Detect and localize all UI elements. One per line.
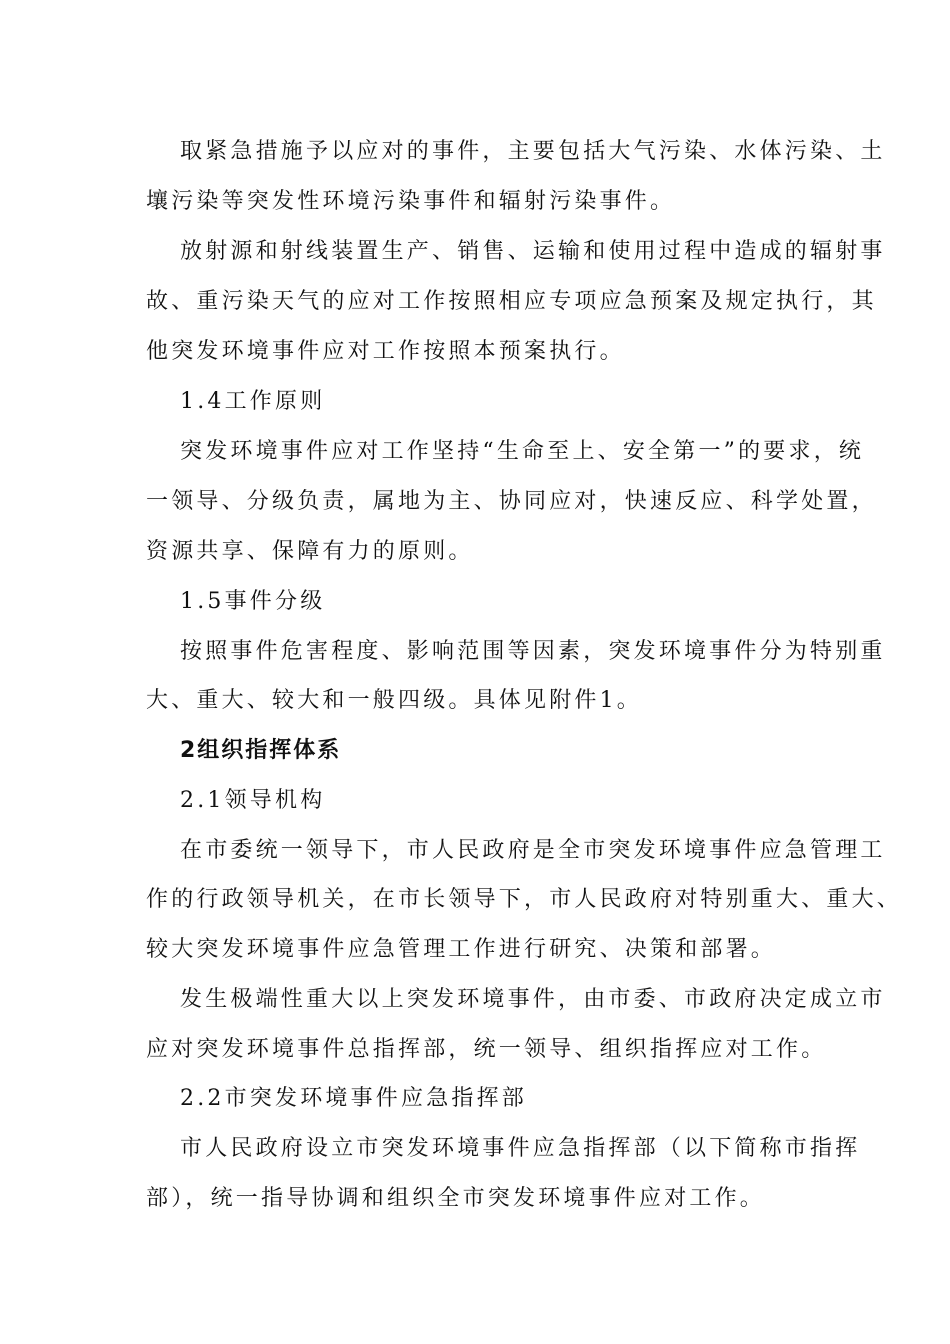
paragraph-line: 壤污染等突发性环境污染事件和辐射污染事件。 (146, 189, 676, 214)
paragraph-line: 突发环境事件应对工作坚持“生命至上、安全第一”的要求，统 (180, 439, 865, 464)
paragraph-line: 作的行政领导机关，在市长领导下，市人民政府对特别重大、重大、 (146, 887, 903, 912)
paragraph-line: 一领导、分级负责，属地为主、协同应对，快速反应、科学处置， (146, 489, 877, 514)
paragraph-line: 按照事件危害程度、影响范围等因素，突发环境事件分为特别重 (180, 639, 886, 664)
paragraph-line: 他突发环境事件应对工作按照本预案执行。 (146, 339, 625, 364)
section-heading-1-5: 1.5事件分级 (180, 589, 326, 614)
paragraph-line: 大、重大、较大和一般四级。具体见附件1。 (146, 688, 642, 713)
paragraph-line: 故、重污染天气的应对工作按照相应专项应急预案及规定执行，其 (146, 289, 877, 314)
paragraph-line: 部），统一指导协调和组织全市突发环境事件应对工作。 (146, 1186, 766, 1211)
paragraph-line: 在市委统一领导下，市人民政府是全市突发环境事件应急管理工 (180, 838, 886, 863)
paragraph-line: 发生极端性重大以上突发环境事件，由市委、市政府决定成立市 (180, 987, 886, 1012)
paragraph-line: 较大突发环境事件应急管理工作进行研究、决策和部署。 (146, 937, 777, 962)
paragraph-line: 资源共享、保障有力的原则。 (146, 539, 474, 564)
section-heading-2-1: 2.1领导机构 (180, 788, 326, 813)
section-heading-1-4: 1.4工作原则 (180, 389, 326, 414)
chapter-heading-2: 2组织指挥体系 (180, 738, 342, 763)
section-heading-2-2: 2.2市突发环境事件应急指挥部 (180, 1086, 527, 1111)
paragraph-line: 应对突发环境事件总指挥部，统一领导、组织指挥应对工作。 (146, 1037, 827, 1062)
paragraph-line: 放射源和射线装置生产、销售、运输和使用过程中造成的辐射事 (180, 239, 886, 264)
paragraph-line: 取紧急措施予以应对的事件，主要包括大气污染、水体污染、土 (180, 139, 886, 164)
paragraph-line: 市人民政府设立市突发环境事件应急指挥部（以下简称市指挥 (180, 1136, 861, 1161)
